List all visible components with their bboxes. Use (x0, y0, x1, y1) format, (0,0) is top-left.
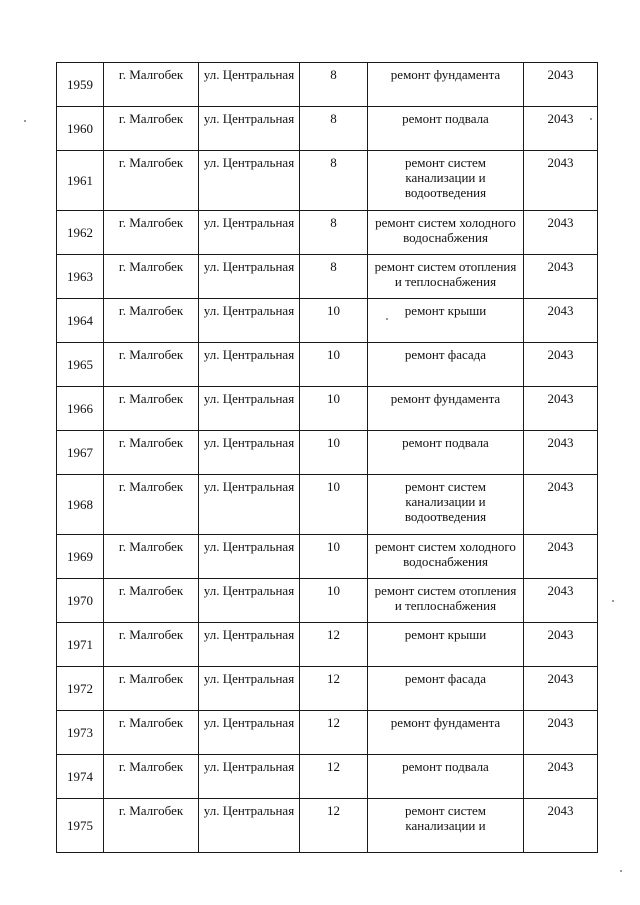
table-row (57, 387, 598, 431)
year-cell: 2043 (524, 151, 598, 211)
row-number: 1973 (57, 711, 104, 755)
city-cell: г. Малгобек (104, 667, 199, 711)
work-type-cell: ремонт систем холодного водоснабжения (368, 211, 524, 255)
scan-speck (24, 120, 26, 122)
row-number: 1967 (57, 431, 104, 475)
city-cell: г. Малгобек (104, 387, 199, 431)
house-cell: 10 (300, 535, 368, 579)
street-cell: ул. Центральная (199, 711, 300, 755)
street-cell: ул. Центральная (199, 535, 300, 579)
scan-speck (612, 600, 614, 602)
city-cell: г. Малгобек (104, 255, 199, 299)
city-cell: г. Малгобек (104, 431, 199, 475)
work-type-cell: ремонт крыши (368, 623, 524, 667)
city-cell: г. Малгобек (104, 755, 199, 799)
scan-speck (620, 870, 622, 872)
row-number: 1962 (57, 211, 104, 255)
street-cell: ул. Центральная (199, 63, 300, 107)
work-type-cell: ремонт фундамента (368, 387, 524, 431)
work-type-cell: ремонт подвала (368, 431, 524, 475)
year-cell: 2043 (524, 299, 598, 343)
row-number: 1972 (57, 667, 104, 711)
year-cell: 2043 (524, 667, 598, 711)
street-cell: ул. Центральная (199, 623, 300, 667)
house-cell: 10 (300, 343, 368, 387)
table-row (57, 63, 598, 107)
row-number: 1960 (57, 107, 104, 151)
house-cell: 12 (300, 799, 368, 853)
work-type-cell: ремонт фундамента (368, 63, 524, 107)
work-type-cell: ремонт фасада (368, 343, 524, 387)
year-cell: 2043 (524, 387, 598, 431)
city-cell: г. Малгобек (104, 299, 199, 343)
house-cell: 12 (300, 623, 368, 667)
works-table (56, 62, 598, 853)
house-cell: 12 (300, 711, 368, 755)
city-cell: г. Малгобек (104, 63, 199, 107)
street-cell: ул. Центральная (199, 107, 300, 151)
year-cell: 2043 (524, 211, 598, 255)
table-body (57, 63, 598, 853)
city-cell: г. Малгобек (104, 799, 199, 853)
city-cell: г. Малгобек (104, 151, 199, 211)
street-cell: ул. Центральная (199, 799, 300, 853)
table-row (57, 667, 598, 711)
house-cell: 10 (300, 387, 368, 431)
house-cell: 10 (300, 431, 368, 475)
year-cell: 2043 (524, 799, 598, 853)
table-row (57, 711, 598, 755)
row-number: 1961 (57, 151, 104, 211)
table-row (57, 623, 598, 667)
city-cell: г. Малгобек (104, 211, 199, 255)
scan-speck (590, 118, 592, 120)
house-cell: 10 (300, 475, 368, 535)
house-cell: 8 (300, 151, 368, 211)
city-cell: г. Малгобек (104, 535, 199, 579)
table-row (57, 579, 598, 623)
table-row (57, 255, 598, 299)
year-cell: 2043 (524, 623, 598, 667)
city-cell: г. Малгобек (104, 475, 199, 535)
work-type-cell: ремонт систем канализации и водоотведения (368, 151, 524, 211)
year-cell: 2043 (524, 475, 598, 535)
year-cell: 2043 (524, 107, 598, 151)
row-number: 1964 (57, 299, 104, 343)
row-number: 1971 (57, 623, 104, 667)
table-row (57, 755, 598, 799)
row-number: 1966 (57, 387, 104, 431)
year-cell: 2043 (524, 431, 598, 475)
work-type-cell: ремонт систем отопления и теплоснабжения (368, 579, 524, 623)
row-number: 1965 (57, 343, 104, 387)
house-cell: 8 (300, 107, 368, 151)
year-cell: 2043 (524, 711, 598, 755)
street-cell: ул. Центральная (199, 299, 300, 343)
street-cell: ул. Центральная (199, 211, 300, 255)
row-number: 1963 (57, 255, 104, 299)
year-cell: 2043 (524, 579, 598, 623)
row-number: 1968 (57, 475, 104, 535)
table-row (57, 431, 598, 475)
house-cell: 10 (300, 299, 368, 343)
year-cell: 2043 (524, 535, 598, 579)
row-number: 1959 (57, 63, 104, 107)
street-cell: ул. Центральная (199, 387, 300, 431)
table-row (57, 151, 598, 211)
table-row (57, 535, 598, 579)
work-type-cell: ремонт крыши (368, 299, 524, 343)
street-cell: ул. Центральная (199, 667, 300, 711)
street-cell: ул. Центральная (199, 431, 300, 475)
city-cell: г. Малгобек (104, 343, 199, 387)
row-number: 1970 (57, 579, 104, 623)
house-cell: 12 (300, 755, 368, 799)
street-cell: ул. Центральная (199, 579, 300, 623)
city-cell: г. Малгобек (104, 107, 199, 151)
work-type-cell: ремонт подвала (368, 755, 524, 799)
house-cell: 8 (300, 211, 368, 255)
work-type-cell: ремонт подвала (368, 107, 524, 151)
street-cell: ул. Центральная (199, 755, 300, 799)
street-cell: ул. Центральная (199, 151, 300, 211)
year-cell: 2043 (524, 343, 598, 387)
row-number: 1969 (57, 535, 104, 579)
work-type-cell: ремонт фундамента (368, 711, 524, 755)
table-row (57, 211, 598, 255)
scan-speck (386, 318, 388, 320)
street-cell: ул. Центральная (199, 475, 300, 535)
city-cell: г. Малгобек (104, 579, 199, 623)
row-number: 1974 (57, 755, 104, 799)
house-cell: 10 (300, 579, 368, 623)
table-row (57, 475, 598, 535)
work-type-cell: ремонт систем холодного водоснабжения (368, 535, 524, 579)
house-cell: 8 (300, 63, 368, 107)
street-cell: ул. Центральная (199, 343, 300, 387)
work-type-cell: ремонт фасада (368, 667, 524, 711)
work-type-cell: ремонт систем отопления и теплоснабжения (368, 255, 524, 299)
year-cell: 2043 (524, 63, 598, 107)
table-row (57, 799, 598, 853)
street-cell: ул. Центральная (199, 255, 300, 299)
table-row (57, 343, 598, 387)
city-cell: г. Малгобек (104, 711, 199, 755)
year-cell: 2043 (524, 255, 598, 299)
table-row (57, 107, 598, 151)
year-cell: 2043 (524, 755, 598, 799)
work-type-cell: ремонт систем канализации и (368, 799, 524, 853)
row-number: 1975 (57, 799, 104, 853)
work-type-cell: ремонт систем канализации и водоотведения (368, 475, 524, 535)
house-cell: 8 (300, 255, 368, 299)
table-row (57, 299, 598, 343)
city-cell: г. Малгобек (104, 623, 199, 667)
house-cell: 12 (300, 667, 368, 711)
